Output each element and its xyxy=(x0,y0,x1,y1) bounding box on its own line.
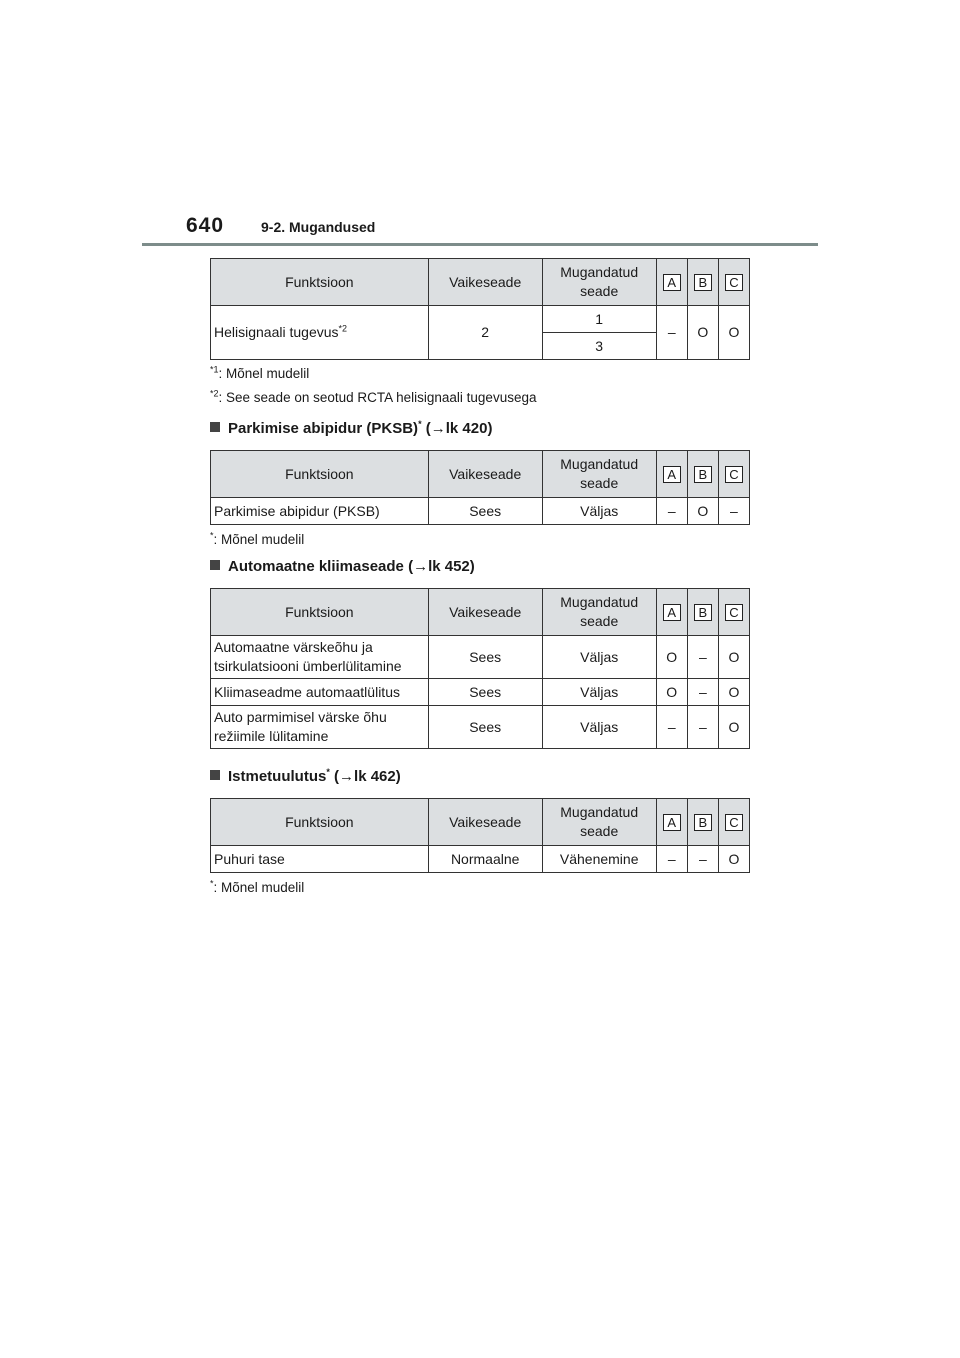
cell-function: Kliimaseadme automaatlülitus xyxy=(211,679,429,706)
section-heading-seat xyxy=(210,768,401,785)
cell-a: – xyxy=(656,498,687,525)
cell-default: 2 xyxy=(428,306,542,360)
cell-custom: Väljas xyxy=(542,636,656,679)
section-title: 9-2. Mugandused xyxy=(261,219,376,235)
footnote-2 xyxy=(210,390,536,405)
cell-default: Sees xyxy=(428,679,542,706)
cell-custom: Väljas xyxy=(542,498,656,525)
page-reference: (→lk 420) xyxy=(425,420,493,437)
col-header-mugandatud: Mugandatud seade xyxy=(542,259,656,306)
col-header-funktsioon: Funktsioon xyxy=(211,589,429,636)
col-header-mugandatud: Mugandatud seade xyxy=(542,589,656,636)
table-header-row xyxy=(211,799,750,846)
section-heading-pksb xyxy=(210,420,492,437)
footnote-text: : See seade on seotud RCTA helisignaali tugevusega xyxy=(218,390,537,405)
letter-a-icon: A xyxy=(663,814,681,831)
col-header-c xyxy=(718,259,749,306)
cell-b: O xyxy=(687,306,718,360)
cell-function xyxy=(211,306,429,360)
function-label: Helisignaali tugevus xyxy=(214,324,339,340)
table-row xyxy=(211,846,750,873)
letter-b-icon: B xyxy=(694,604,712,621)
letter-c-icon: C xyxy=(725,604,743,621)
footnote-text: : Mõnel mudelil xyxy=(213,532,305,547)
col-header-mugandatud: Mugandatud seade xyxy=(542,799,656,846)
footnote-marker: * xyxy=(418,419,422,429)
col-header-c xyxy=(718,451,749,498)
table-header-row xyxy=(211,259,750,306)
col-header-funktsioon: Funktsioon xyxy=(211,259,429,306)
cell-b: – xyxy=(687,679,718,706)
table-header-row xyxy=(211,589,750,636)
footnote-marker: *2 xyxy=(338,323,348,334)
col-header-b xyxy=(687,259,718,306)
page-reference: (→lk 452) xyxy=(408,558,475,575)
page-reference: (→lk 462) xyxy=(334,768,401,785)
col-header-funktsioon: Funktsioon xyxy=(211,799,429,846)
cell-default: Sees xyxy=(428,498,542,525)
cell-option-1: 1 xyxy=(542,306,656,333)
cell-default: Sees xyxy=(428,706,542,749)
cell-c: O xyxy=(718,706,749,749)
footnote-text: : Mõnel mudelil xyxy=(218,366,310,381)
letter-a-icon: A xyxy=(663,604,681,621)
cell-option-2: 3 xyxy=(542,333,656,360)
footnote-text: : Mõnel mudelil xyxy=(213,880,305,895)
cell-a: – xyxy=(656,846,687,873)
col-header-funktsioon: Funktsioon xyxy=(211,451,429,498)
footnote-seat xyxy=(210,880,304,895)
header-rule xyxy=(142,243,818,246)
letter-b-icon: B xyxy=(694,814,712,831)
table-header-row xyxy=(211,451,750,498)
table-row xyxy=(211,498,750,525)
footnote-marker: * xyxy=(326,767,330,777)
cell-b: – xyxy=(687,846,718,873)
col-header-vaikeseade: Vaikeseade xyxy=(428,799,542,846)
table-row xyxy=(211,679,750,706)
footnote-marker: *2 xyxy=(210,388,219,399)
letter-c-icon: C xyxy=(725,274,743,291)
col-header-vaikeseade: Vaikeseade xyxy=(428,259,542,306)
col-header-a xyxy=(656,451,687,498)
letter-a-icon: A xyxy=(663,466,681,483)
table-pksb xyxy=(210,450,750,525)
table-climate xyxy=(210,588,750,749)
cell-a: – xyxy=(656,306,687,360)
letter-a-icon: A xyxy=(663,274,681,291)
square-bullet-icon xyxy=(210,770,220,780)
table-row xyxy=(211,706,750,749)
letter-c-icon: C xyxy=(725,814,743,831)
square-bullet-icon xyxy=(210,560,220,570)
square-bullet-icon xyxy=(210,422,220,432)
page-number: 640 xyxy=(186,214,225,237)
col-header-a xyxy=(656,259,687,306)
table-row xyxy=(211,306,750,333)
cell-a: – xyxy=(656,706,687,749)
cell-a: O xyxy=(656,679,687,706)
cell-c: O xyxy=(718,306,749,360)
col-header-vaikeseade: Vaikeseade xyxy=(428,451,542,498)
heading-title: Parkimise abipidur (PKSB) xyxy=(228,420,419,437)
footnote-pksb xyxy=(210,532,304,547)
col-header-c xyxy=(718,799,749,846)
table-horn-volume xyxy=(210,258,750,360)
cell-a: O xyxy=(656,636,687,679)
section-heading-climate xyxy=(210,558,475,575)
cell-function: Automaatne värskeõhu ja tsirkulatsiooni ümberlülitamine xyxy=(211,636,429,679)
cell-custom: Väljas xyxy=(542,706,656,749)
col-header-a xyxy=(656,799,687,846)
table-row xyxy=(211,636,750,679)
cell-default: Sees xyxy=(428,636,542,679)
cell-default: Normaalne xyxy=(428,846,542,873)
heading-title: Automaatne kliimaseade xyxy=(228,558,404,575)
col-header-vaikeseade: Vaikeseade xyxy=(428,589,542,636)
footnote-marker: *1 xyxy=(210,364,219,375)
cell-c: O xyxy=(718,846,749,873)
col-header-a xyxy=(656,589,687,636)
table-seat xyxy=(210,798,750,873)
cell-function: Parkimise abipidur (PKSB) xyxy=(211,498,429,525)
cell-b: O xyxy=(687,498,718,525)
col-header-b xyxy=(687,799,718,846)
letter-b-icon: B xyxy=(694,274,712,291)
col-header-b xyxy=(687,451,718,498)
cell-function: Puhuri tase xyxy=(211,846,429,873)
col-header-mugandatud: Mugandatud seade xyxy=(542,451,656,498)
footnote-marker: * xyxy=(210,878,214,889)
letter-b-icon: B xyxy=(694,466,712,483)
cell-c: O xyxy=(718,636,749,679)
cell-c: – xyxy=(718,498,749,525)
footnote-1 xyxy=(210,366,309,381)
col-header-b xyxy=(687,589,718,636)
cell-custom: Väljas xyxy=(542,679,656,706)
footnote-marker: * xyxy=(210,530,214,541)
heading-title: Istmetuulutus xyxy=(228,768,327,785)
cell-b: – xyxy=(687,636,718,679)
cell-b: – xyxy=(687,706,718,749)
col-header-c xyxy=(718,589,749,636)
cell-function: Auto parmimisel värske õhu režiimile lülitamine xyxy=(211,706,429,749)
cell-c: O xyxy=(718,679,749,706)
letter-c-icon: C xyxy=(725,466,743,483)
cell-custom: Vähenemine xyxy=(542,846,656,873)
